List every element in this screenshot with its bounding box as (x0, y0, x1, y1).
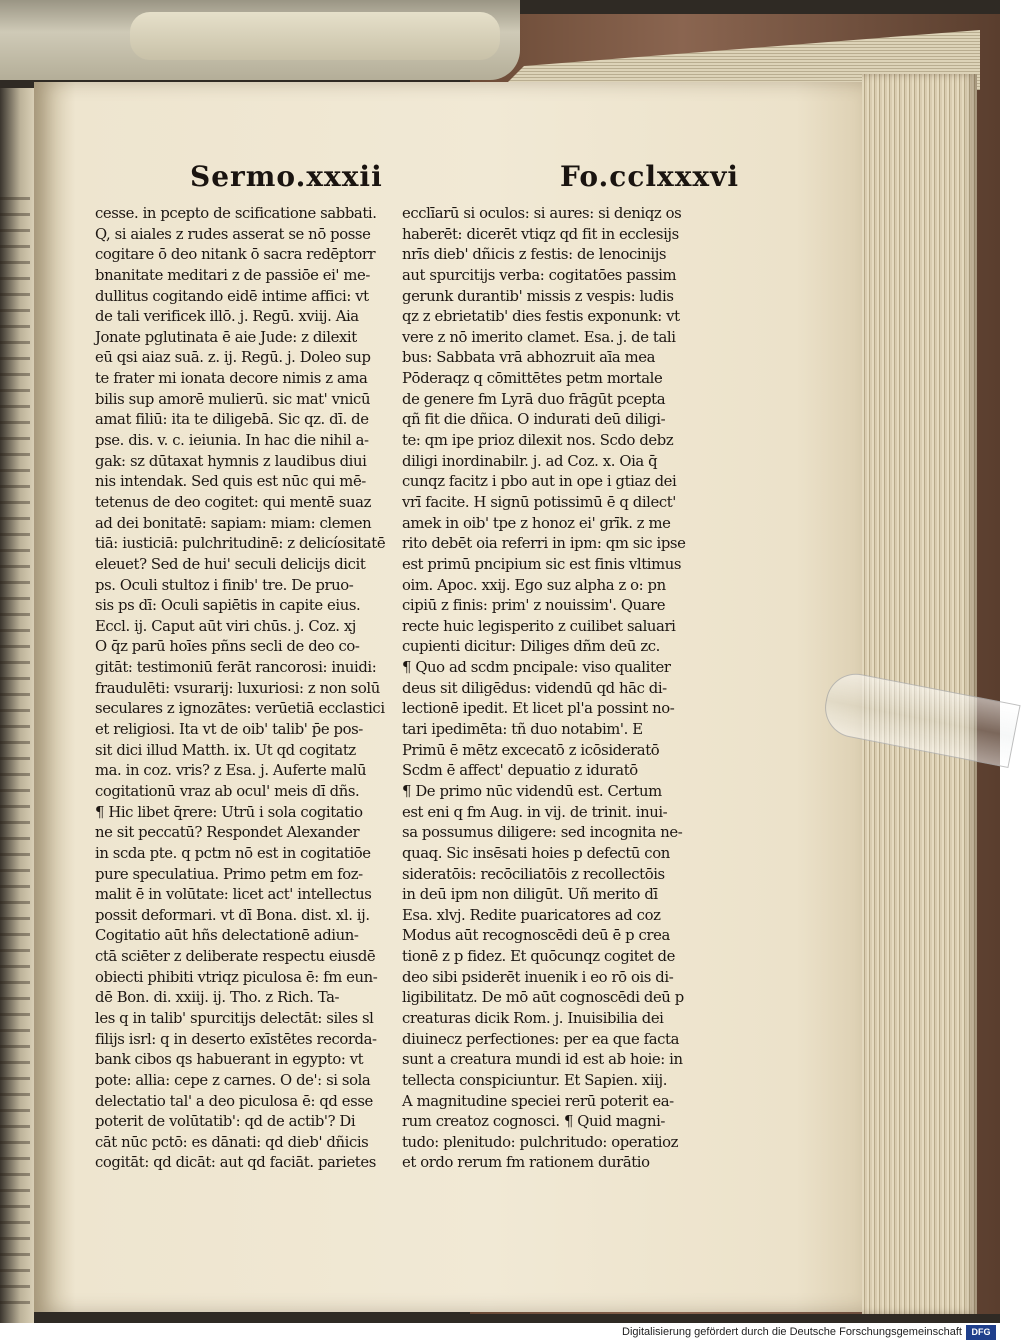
text-line: vrī facite. H signū potissimū ē q dilect' (402, 493, 676, 511)
text-line: tionē z p fidez. Et quōcunqz cogitet de (402, 948, 675, 966)
text-line: gerunk durantib' missis z vespis: ludis (402, 287, 674, 305)
text-line: cipiū z finis: prim' z nouissim'. Quare (402, 597, 666, 615)
text-line: diuinecz perfectiones: per ea que facta (402, 1030, 680, 1048)
text-line: ma. in coz. vris? z Esa. j. Auferte malū (95, 762, 367, 780)
text-line: recte huic legisperito z cuilibet saluari (402, 617, 676, 635)
text-line: Esa. xlvj. Redite puaricatores ad coz (402, 906, 661, 924)
text-line: Jonate pglutinata ē aie Jude: z dilexit (95, 328, 357, 346)
text-line: Cogitatio aūt hñs delectationē adiun- (95, 927, 359, 945)
text-line: cunqz facitz i pbo aut in ope i gtiaz dei (402, 473, 677, 491)
folio-number: Fo.cclxxxvi (560, 160, 739, 193)
text-line: rito debēt oia referri in ipm: qm sic ipse (402, 535, 686, 553)
text-line: cogitāt: qd dicāt: aut qd faciāt. parietes (95, 1154, 376, 1172)
text-line: aut spurcitijs verba: cogitatōes passim (402, 266, 677, 284)
text-line: et religiosi. Ita vt de oib' talib' p̄e pos- (95, 721, 363, 739)
text-line: amek in oib' tpe z honoz ei' grīk. z me (402, 514, 671, 532)
text-line: vere z nō imerito clamet. Esa. j. de tali (402, 328, 676, 346)
text-line: Scdm ē affect' depuatio z iduratō (402, 762, 638, 780)
text-line: ne sit peccatū? Respondet Alexander (95, 824, 360, 842)
text-line: cesse. in pcepto de scificatione sabbati. (95, 205, 377, 222)
text-line: cupienti dicitur: Diliges dñm deū zc. (402, 638, 660, 656)
text-line: bilis sup amorē mulierū. sic mat' vnicū (95, 390, 371, 408)
running-header-left: Sermo.xxxii (190, 160, 383, 193)
text-line: de genere fm Lyrā duo frāgūt pcepta (402, 390, 666, 408)
text-line: qz z ebrietatib' dies festis exponunk: vt (402, 308, 680, 326)
dfg-logo: DFG (966, 1325, 996, 1340)
text-line: quaq. Sic insēsati hoies p defectū con (402, 844, 670, 862)
text-line: amat filiū: ita te diligebā. Sic qz. dī. de (95, 411, 369, 429)
text-line: ps. Oculi stultoz i finib' tre. De pruo- (95, 576, 354, 594)
text-line: Modus aūt recognoscēdi deū ē p crea (402, 927, 670, 945)
text-column-right (402, 204, 702, 1172)
text-line: oim. Apoc. xxij. Ego suz alpha z o: pn (402, 576, 666, 594)
funding-credit: Digitalisierung gefördert durch die Deutsche Forschungsgemeinschaft (622, 1326, 962, 1338)
text-line: deo sibi psiderēt inuenik i eo rō ois di- (402, 968, 674, 986)
text-line: in deū ipm non diligūt. Uñ merito dī (402, 886, 658, 904)
text-line: sa possumus diligere: sed incognita ne- (402, 824, 683, 842)
text-line: ecclīarū si oculos: si aures: si deniqz os (402, 205, 682, 222)
text-line: haberēt: dicerēt vtiqz qd fit in ecclesijs (402, 225, 679, 243)
text-line: fraudulēti: vsurarij: luxuriosi: z non solū (95, 679, 380, 697)
headband (0, 0, 520, 80)
text-line: tellecta conspiciuntur. Et Sapien. xiij. (402, 1071, 668, 1089)
text-line: ctā sciēter z deliberate respectu eiusdē (95, 948, 376, 966)
text-line: creaturas dicik Rom. j. Inuisibilia dei (402, 1009, 664, 1027)
text-line: de tali verificek illō. j. Regū. xviij. Aia (95, 308, 359, 326)
text-line: Primū ē mētz excecatō z icōsideratō (402, 741, 660, 759)
text-line: cogitare ō deo nitank ō sacra redēptorr (95, 246, 376, 264)
text-line: sit dici illud Matth. ix. Ut qd cogitatz (95, 741, 356, 759)
text-line: lectionē ipedit. Et licet pl'a possint no- (402, 700, 675, 718)
text-line: A magnitudine speciei rerū poterit ea- (402, 1092, 674, 1110)
text-line: dullitus cogitando eidē intime affici: vt (95, 287, 369, 305)
text-line: eleuet? Sed de hui' seculi delicijs dicit (95, 555, 366, 573)
previous-page-edge (0, 88, 34, 1323)
text-line: tiā: iusticiā: pulchritudinē: z delicíositatē (95, 535, 386, 553)
text-line: ¶ Hic libet q̄rere: Utrū i sola cogitatio (95, 803, 363, 821)
text-line: eū qsi aiaz suā. z. ij. Regū. j. Doleo sup (95, 349, 371, 367)
text-column-left (95, 204, 400, 1172)
text-line: ligibilitatz. De mō aūt cognoscēdi deū p (402, 989, 684, 1007)
text-line: in scda pte. q pctm nō est in cogitatiōe (95, 844, 371, 862)
text-line: sis ps dī: Oculi sapiētis in capite eius. (95, 597, 361, 615)
text-line: bnanitate meditari z de passiōe ei' me- (95, 266, 370, 284)
text-line: filijs isrl: q in deserto exīstētes recorda- (95, 1030, 377, 1048)
text-line: pure speculatiua. Primo petm em foz- (95, 865, 363, 883)
text-line: tudo: plenitudo: pulchritudo: operatioz (402, 1133, 679, 1151)
text-line: O q̄z parū hoīes pñns secli de deo co- (95, 638, 360, 656)
text-line: dē Bon. di. xxiij. ij. Tho. z Rich. Ta- (95, 989, 340, 1007)
text-line: seculares z ignozātes: verūetiā ecclastici (95, 700, 385, 718)
text-line: cogitationū vraz ab ocul' meis dī dñs. (95, 782, 360, 800)
text-line: gak: sz dūtaxat hymnis z laudibus diui (95, 452, 367, 470)
text-line: Eccl. ij. Caput aūt viri chūs. j. Coz. xj (95, 617, 356, 635)
text-line: rum creatoz cognosci. ¶ Quid magni- (402, 1113, 666, 1131)
text-line: nis intendak. Sed quis est nūc qui mē- (95, 473, 366, 491)
text-line: pote: allia: cepe z carnes. O de': si sola (95, 1071, 371, 1089)
text-line: sideratōis: recōciliatōis z recollectōis (402, 865, 665, 883)
text-line: bus: Sabbata vrā abhozruit aīa mea (402, 349, 656, 367)
text-line: est eni q fm Aug. in vij. de trinit. inui- (402, 803, 668, 821)
text-line: bank cibos qs habuerant in egypto: vt (95, 1051, 364, 1069)
text-line: te: qm ipe prioz dilexit nos. Scdo debz (402, 432, 674, 450)
text-line: possit deformari. vt dī Bona. dist. xl. ij. (95, 906, 370, 924)
text-line: malit ē in volūtate: licet act' intellectus (95, 886, 372, 904)
text-line: diligi inordinabilr. j. ad Coz. x. Oia q̄ (402, 452, 658, 470)
previous-page-text-edge (0, 188, 30, 1308)
text-line: tari ipedimēta: tñ duo notabim'. E (402, 721, 643, 739)
text-line: ¶ De primo nūc videndū est. Certum (402, 782, 662, 800)
text-line: te frater mi ionata decore nimis z ama (95, 370, 368, 388)
text-line: nrīs dieb' dñicis z festis: de lenocinijs (402, 246, 667, 264)
text-line: delectatio tal' a deo piculosa ē: qd esse (95, 1092, 373, 1110)
text-line: Pōderaqz q cōmittētes petm mortale (402, 370, 663, 388)
text-line: sunt a creatura mundi id est ab hoie: in (402, 1051, 683, 1069)
text-line: est primū pncipium sic est finis vltimus (402, 555, 682, 573)
text-line: deus sit diligēdus: videndū qd hāc di- (402, 679, 667, 697)
text-line: poterit de volūtatib': qd de actib'? Di (95, 1113, 356, 1131)
text-line: les q in talib' spurcitijs delectāt: siles sl (95, 1009, 374, 1027)
footer-bar (0, 1323, 1000, 1343)
text-line: pse. dis. v. c. ieiunia. In hac die nihil a- (95, 432, 369, 450)
text-line: et ordo rerum fm rationem durātio (402, 1154, 650, 1172)
headband-cap (130, 12, 500, 60)
text-line: ad dei bonitatē: sapiam: miam: clemen (95, 514, 372, 532)
text-line: tetenus de deo cogitet: qui mentē suaz (95, 493, 371, 511)
text-line: ¶ Quo ad scdm pncipale: viso qualiter (402, 659, 671, 677)
text-line: gitāt: testimoniū ferāt rancorosi: inuidi: (95, 659, 377, 677)
text-line: Q, si aiales z rudes asserat se nō posse (95, 225, 371, 243)
text-line: obiecti phibiti vtriqz piculosa ē: fm eun- (95, 968, 378, 986)
text-line: cāt nūc pctō: es dānati: qd dieb' dñicis (95, 1133, 369, 1151)
text-line: qñ fit die dñica. O indurati deū diligi- (402, 411, 666, 429)
